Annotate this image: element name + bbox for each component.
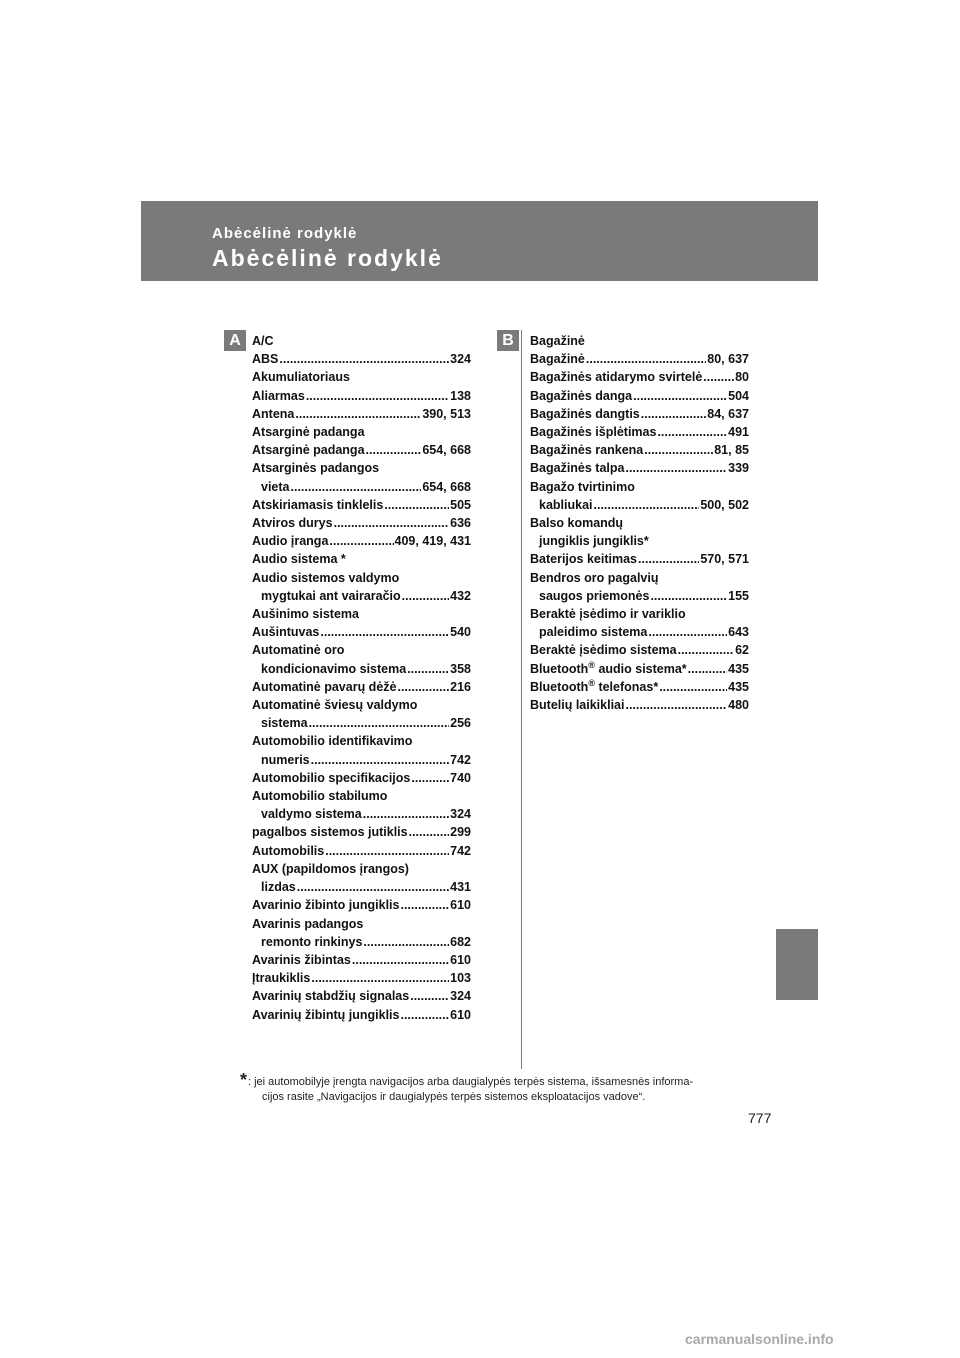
index-entry (530, 641, 749, 659)
index-entry (252, 933, 471, 951)
page-ref: 636 (450, 516, 471, 531)
index-entry (530, 387, 749, 405)
index-term: numeris (261, 752, 310, 767)
index-term: ABS (252, 352, 279, 367)
index-term: saugos priemonės (539, 588, 650, 603)
dot-leader (311, 751, 450, 769)
dot-leader (402, 587, 449, 605)
index-term: Avarinis žibintas (252, 952, 351, 967)
index-entry (530, 587, 749, 605)
page-ref: 610 (450, 1007, 471, 1022)
index-heading: Beraktė įsėdimo ir variklio (530, 607, 686, 622)
dot-leader (688, 660, 727, 678)
dot-leader (320, 623, 449, 641)
index-term: Aliarmas (252, 388, 305, 403)
index-term: kabliukai (539, 497, 593, 512)
index-term: Automatinė pavarų dėžė (252, 679, 397, 694)
index-term: Avarinių stabdžių signalas (252, 989, 410, 1004)
dot-leader (625, 696, 727, 714)
index-entry (252, 405, 471, 423)
index-heading: Audio sistemos valdymo (252, 570, 400, 585)
index-entry (252, 987, 471, 1005)
index-entry (530, 660, 749, 678)
page-ref: 435 (728, 661, 749, 676)
index-term: Automobilis (252, 843, 325, 858)
index-heading: Atsarginė padanga (252, 425, 365, 440)
page-ref: 500, 502 (700, 497, 749, 512)
index-heading: Atsarginės padangos (252, 461, 380, 476)
index-entry (252, 969, 471, 987)
index-term: vieta (261, 479, 290, 494)
page-ref: 610 (450, 952, 471, 967)
index-heading: A/C (252, 334, 274, 348)
page-ref: 742 (450, 752, 471, 767)
dot-leader (297, 878, 449, 896)
index-term: Baterijos keitimas (530, 552, 637, 567)
index-entry (252, 805, 471, 823)
index-term: Bluetooth® telefonas* (530, 677, 659, 694)
page-ref: 80 (735, 370, 749, 385)
dot-leader (410, 987, 449, 1005)
page-ref: 682 (450, 934, 471, 949)
dot-leader (409, 823, 450, 841)
index-heading: Avarinis padangos (252, 916, 364, 931)
page-ref: 432 (450, 588, 471, 603)
page-header (141, 201, 818, 281)
index-entry (252, 896, 471, 914)
page-ref: 324 (450, 807, 471, 822)
page-ref: 409, 419, 431 (394, 534, 471, 549)
page-ref: 540 (450, 625, 471, 640)
index-term: Bagažinės talpa (530, 461, 625, 476)
page-ref: 610 (450, 898, 471, 913)
dot-leader (397, 678, 449, 696)
index-entry (530, 459, 749, 477)
index-term: sistema (261, 716, 308, 731)
page-ref: 654, 668 (422, 479, 471, 494)
index-entry (530, 496, 749, 514)
index-term: pagalbos sistemos jutiklis (252, 825, 408, 840)
page-ref: 299 (450, 825, 471, 840)
index-entry (252, 587, 471, 605)
dot-leader (325, 842, 449, 860)
index-heading: Audio sistema * (252, 552, 346, 567)
index-term: Audio įranga (252, 534, 329, 549)
index-entry (530, 696, 749, 714)
index-entry (252, 441, 471, 459)
index-term: Bagažinės dangtis (530, 406, 640, 421)
index-term: Automobilio specifikacijos (252, 770, 411, 785)
index-heading: Aušinimo sistema (252, 607, 359, 622)
registered-mark: ® (588, 677, 595, 688)
index-heading: jungiklis jungiklis* (539, 534, 649, 549)
column-divider (521, 330, 522, 1069)
index-term: Bagažinė (530, 352, 585, 367)
page-ref: 80, 637 (707, 352, 749, 367)
header-subtitle: Abėcėlinė rodyklė (212, 225, 358, 242)
page-ref: 491 (728, 425, 749, 440)
page-ref: 480 (728, 698, 749, 713)
index-term: kondicionavimo sistema (261, 661, 407, 676)
index-column-b (530, 332, 749, 714)
dot-leader (384, 496, 449, 514)
dot-leader (411, 769, 449, 787)
dot-leader (638, 550, 699, 568)
dot-leader (352, 951, 449, 969)
index-entry (530, 350, 749, 368)
dot-leader (644, 441, 713, 459)
dot-leader (291, 478, 422, 496)
index-term: Beraktė įsėdimo sistema (530, 643, 677, 658)
index-entry (530, 623, 749, 641)
index-entry (530, 441, 749, 459)
index-heading: Bagažinė (530, 334, 585, 348)
index-entry (530, 405, 749, 423)
dot-leader (334, 514, 450, 532)
page-ref: 62 (735, 643, 749, 658)
header-title: Abėcėlinė rodyklė (212, 245, 443, 271)
index-entry (252, 751, 471, 769)
index-heading: Automatinė oro (252, 643, 345, 658)
dot-leader (309, 714, 450, 732)
index-term: Butelių laikikliai (530, 698, 625, 713)
dot-leader (625, 459, 727, 477)
dot-leader (306, 387, 449, 405)
index-entry (252, 714, 471, 732)
page-ref: 505 (450, 497, 471, 512)
dot-leader (366, 441, 422, 459)
page-ref: 324 (450, 989, 471, 1004)
index-term: Bagažinės išplėtimas (530, 425, 657, 440)
index-entry (252, 514, 471, 532)
index-term: Aušintuvas (252, 625, 320, 640)
index-heading: Balso komandų (530, 516, 624, 531)
index-term: Avarinio žibinto jungiklis (252, 898, 400, 913)
footnote-star: * (240, 1070, 248, 1090)
index-column-a (252, 332, 471, 1024)
index-term: paleidimo sistema (539, 625, 648, 640)
page-ref: 740 (450, 770, 471, 785)
dot-leader (407, 660, 449, 678)
index-term: Įtraukiklis (252, 971, 311, 986)
index-entry (252, 478, 471, 496)
index-term: Atviros durys (252, 516, 333, 531)
index-term: valdymo sistema (261, 807, 362, 822)
page-ref: 216 (450, 679, 471, 694)
page-ref: 256 (450, 716, 471, 731)
dot-leader (659, 678, 727, 696)
index-heading: Automatinė šviesų valdymo (252, 698, 418, 713)
dot-leader (329, 532, 393, 550)
page-ref: 155 (728, 588, 749, 603)
index-heading: AUX (papildomos įrangos) (252, 861, 409, 876)
index-heading: Automobilio identifikavimo (252, 734, 413, 749)
dot-leader (678, 641, 734, 659)
dot-leader (400, 1006, 449, 1024)
chapter-side-tab (776, 929, 818, 1000)
page-ref: 570, 571 (700, 552, 749, 567)
page-ref: 742 (450, 843, 471, 858)
watermark: carmanualsonline.info (685, 1331, 834, 1347)
page-ref: 435 (728, 679, 749, 694)
index-term: Avarinių žibintų jungiklis (252, 1007, 400, 1022)
index-heading: Automobilio stabilumo (252, 789, 388, 804)
index-heading: Akumuliatoriaus (252, 370, 350, 385)
page-ref: 138 (450, 388, 471, 403)
index-entry (530, 423, 749, 441)
index-entry (252, 823, 471, 841)
index-term: Bagažinės rankena (530, 443, 644, 458)
section-letter-a: A (224, 330, 246, 351)
index-term: Bagažinės atidarymo svirtelė (530, 370, 703, 385)
index-term: lizdas (261, 880, 296, 895)
index-entry (252, 878, 471, 896)
footnote (240, 1070, 770, 1105)
page-ref: 324 (450, 352, 471, 367)
index-entry (252, 842, 471, 860)
index-entry (252, 660, 471, 678)
footnote-line-1: : jei automobilyje įrengta navigacijos arba daugialypės terpės sistema, išsamesnės informa- (248, 1076, 694, 1088)
dot-leader (311, 969, 449, 987)
page-ref: 431 (450, 880, 471, 895)
page-number: 777 (748, 1110, 772, 1126)
index-entry (530, 550, 749, 568)
dot-leader (594, 496, 700, 514)
index-entry (252, 387, 471, 405)
index-heading: Bendros oro pagalvių (530, 570, 659, 585)
dot-leader (657, 423, 727, 441)
page-ref: 339 (728, 461, 749, 476)
section-letter-b: B (497, 330, 519, 351)
page-ref: 390, 513 (422, 406, 471, 421)
dot-leader (650, 587, 727, 605)
registered-mark: ® (588, 659, 595, 670)
page-ref: 643 (728, 625, 749, 640)
page-ref: 81, 85 (714, 443, 749, 458)
dot-leader (633, 387, 727, 405)
index-term: Antena (252, 406, 295, 421)
index-entry (252, 769, 471, 787)
index-term: remonto rinkinys (261, 934, 363, 949)
index-term: Atskiriamasis tinklelis (252, 497, 384, 512)
index-entry (252, 532, 471, 550)
index-heading: Bagažo tvirtinimo (530, 479, 635, 494)
dot-leader (279, 350, 449, 368)
dot-leader (400, 896, 449, 914)
page-ref: 84, 637 (707, 406, 749, 421)
index-entry (530, 368, 749, 386)
page-ref: 654, 668 (422, 443, 471, 458)
page-ref: 103 (450, 971, 471, 986)
dot-leader (295, 405, 421, 423)
index-term: mygtukai ant vairaračio (261, 588, 401, 603)
index-entry (252, 1006, 471, 1024)
index-entry (252, 623, 471, 641)
footnote-line-2: cijos rasite „Navigacijos ir daugialypės terpės sistemos eksploatacijos vadove“. (262, 1091, 646, 1103)
index-entry (252, 496, 471, 514)
index-term: Bluetooth® audio sistema* (530, 659, 687, 676)
dot-leader (703, 368, 734, 386)
index-entry (252, 350, 471, 368)
dot-leader (648, 623, 727, 641)
page-ref: 358 (450, 661, 471, 676)
dot-leader (363, 805, 449, 823)
dot-leader (641, 405, 707, 423)
index-entry (252, 678, 471, 696)
index-entry (530, 678, 749, 696)
dot-leader (586, 350, 706, 368)
index-entry (252, 951, 471, 969)
page-ref: 504 (728, 388, 749, 403)
index-term: Bagažinės danga (530, 388, 633, 403)
index-term: Atsarginė padanga (252, 443, 365, 458)
dot-leader (363, 933, 449, 951)
